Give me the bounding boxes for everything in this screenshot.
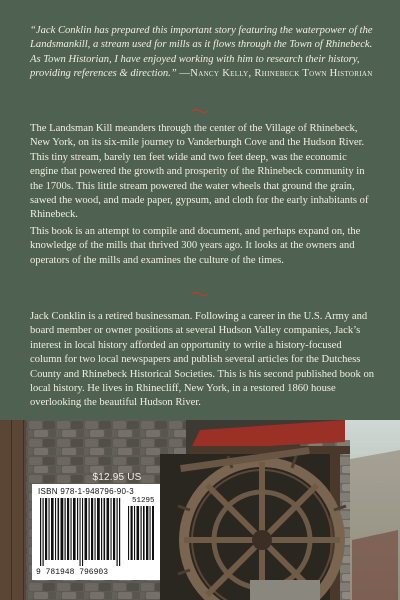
quote-text: “Jack Conklin has prepared this important story featuring the waterpower of the Landsmankill, a stream used for mills as it flows through the Town of Rhinebeck. As Town Historian, I have enjoyed working with him to research their history, providing references & direction.” [30,25,373,80]
ornament-divider-icon [191,291,209,297]
price-label: $12.95 US [92,472,142,483]
barcode-bars-icon [32,484,160,580]
description-paragraph-2: This book is an attempt to compile and document, and perhaps expand on, the knowledge of the mills that thrived 300 years ago. It looks at the owners and operators of the mills and examines the culture of the times. [30,226,361,266]
price-code: 51295 [132,497,155,505]
isbn-label: ISBN 978-1-948796-90-3 [38,487,134,496]
quote-attribution: —Nancy Kelly, Rhinebeck Town Historian [179,68,373,80]
isbn-barcode [32,484,160,580]
endorsement-quote [30,24,375,82]
ornament-divider-icon [191,108,209,114]
ean-digits: 9 781948 796903 [36,568,109,577]
author-bio: Jack Conklin is a retired businessman. Following a career in the U.S. Army and board member or owner positions at several Hudson Valley companies, Jack’s interest in local history afforded an opportunity to write a history-focused column for two local newspapers and publish several articles for the Dutchess County and Rhinebeck Historical Societies. This is his second published book on local history. He lives in Rhinecliff, New York, in a restored 1860 house overlooking the beautiful Hudson River. [30,311,375,409]
description-paragraph-1: The Landsman Kill meanders through the center of the Village of Rhinebeck, New York, on its six-mile journey to Vanderburgh Cove and the Hudson River. This tiny stream, barely ten feet wide and two feet deep, was the economic engine that powered the growth and prosperity of the Rhinebeck community in the 1700s. This little stream powered the water wheels that ground the grain, sawed the wood, and made paper, gypsum, and cloth for the early inhabitants of Rhinebeck. [30,123,369,221]
